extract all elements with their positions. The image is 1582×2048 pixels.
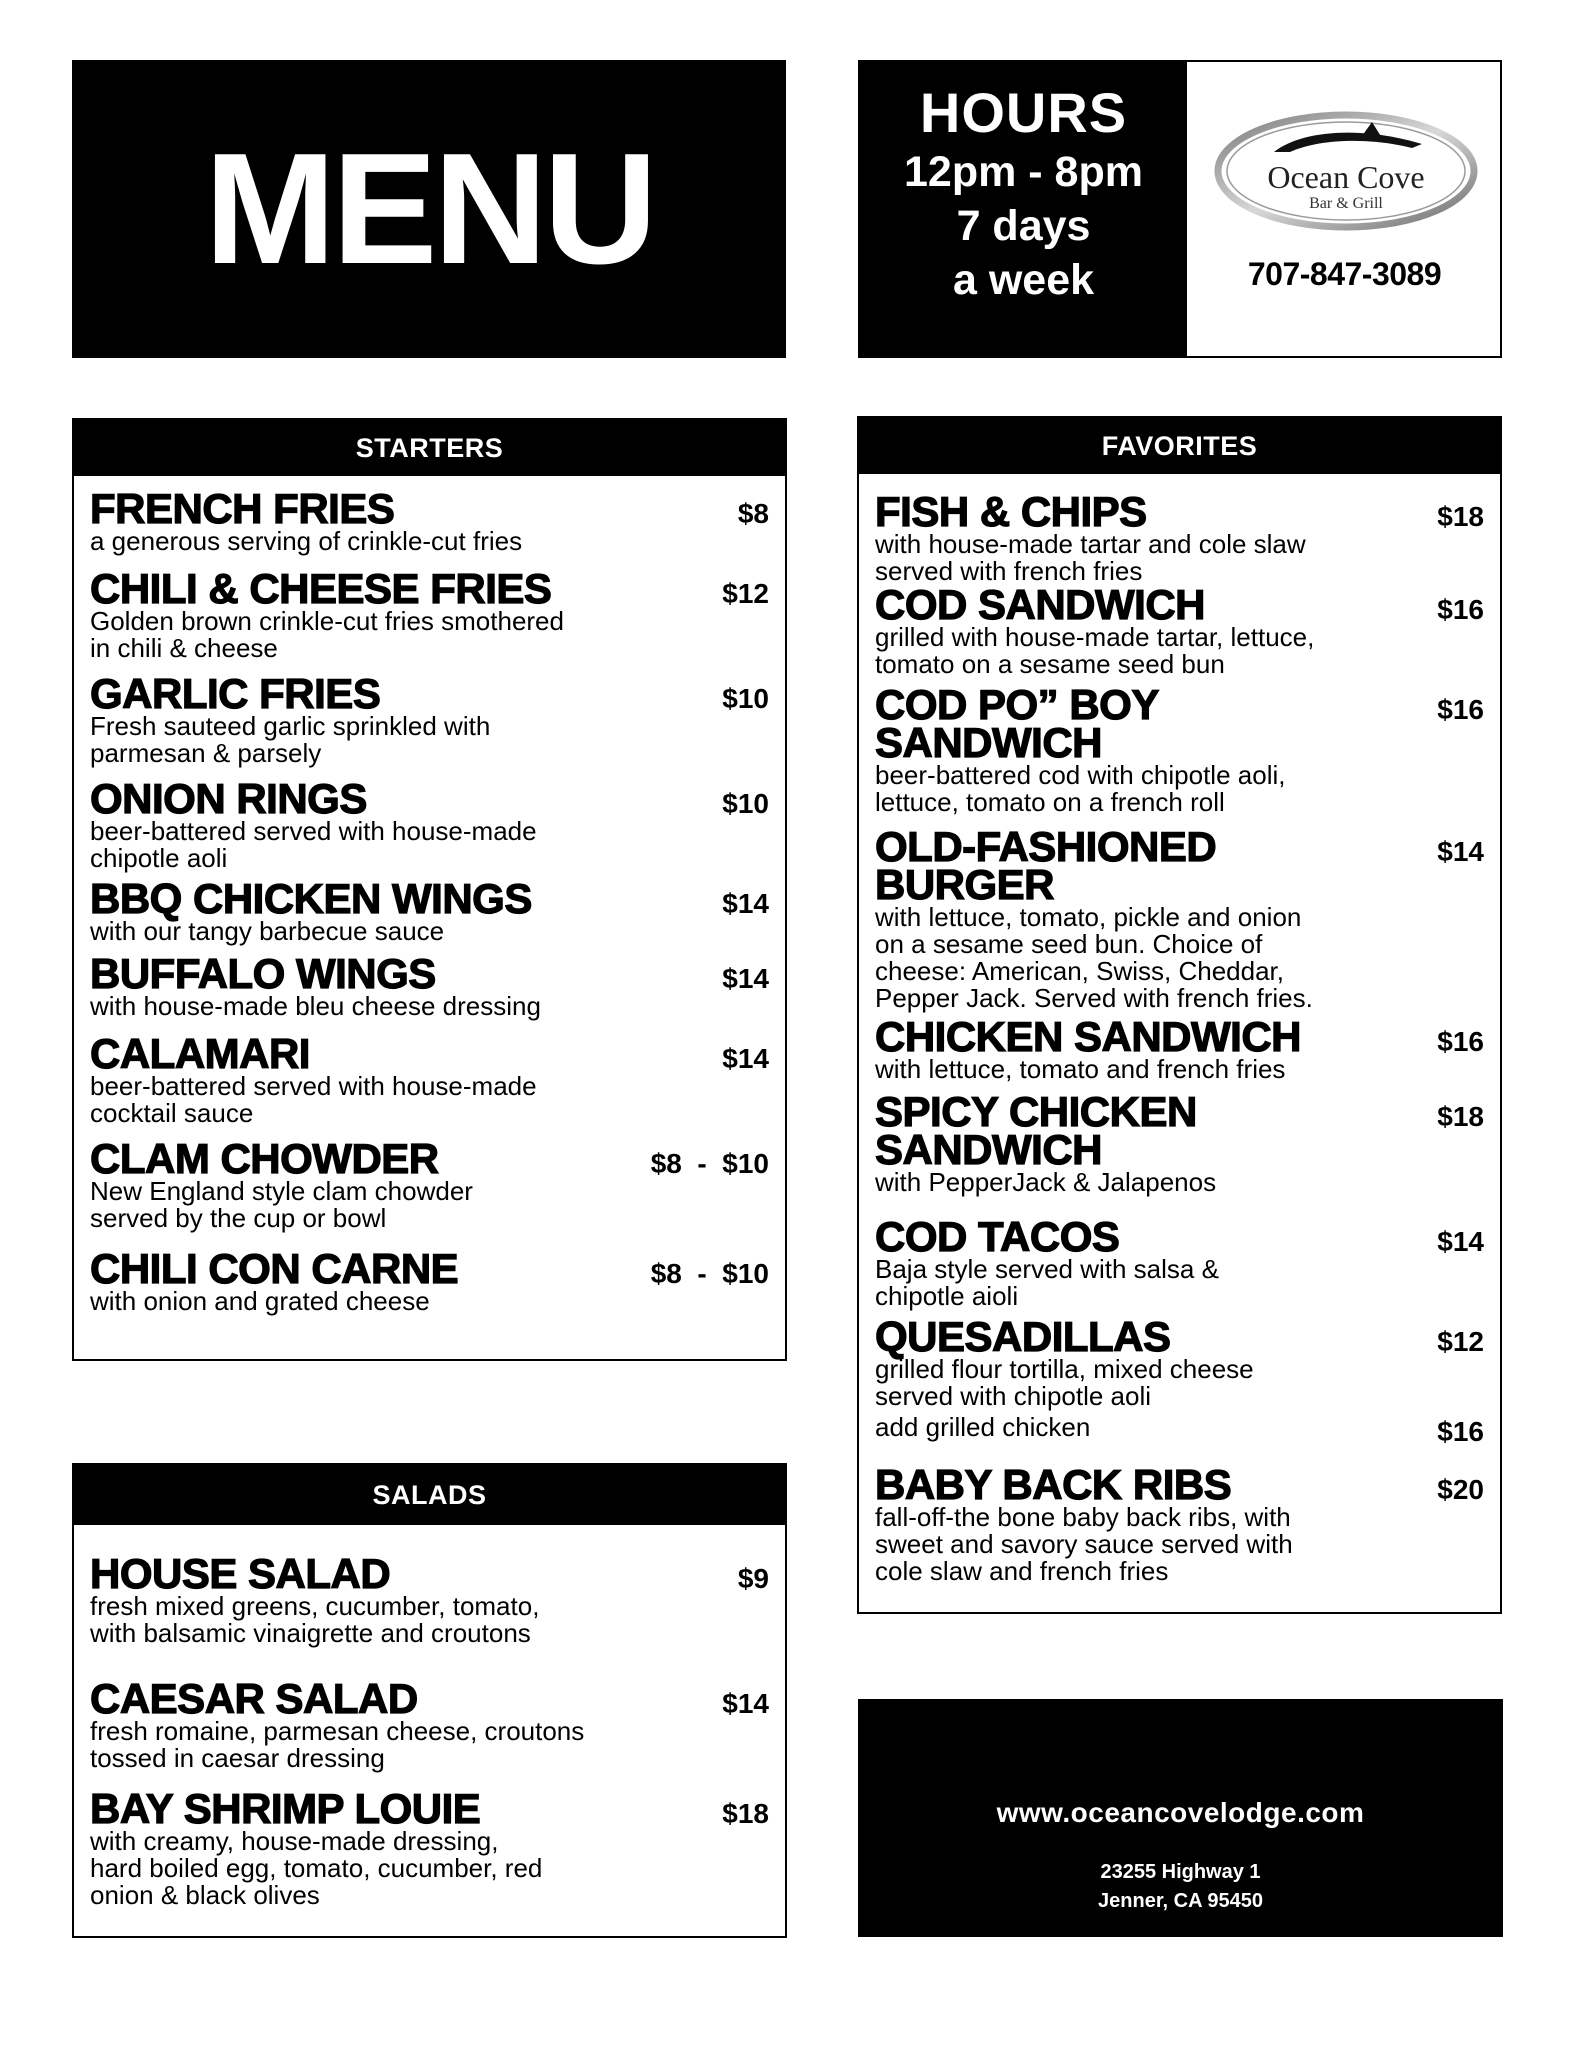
- menu-item-description: Fresh sauteed garlic sprinkled with parmesan & parsely: [90, 711, 491, 768]
- menu-item-description: with house-made tartar and cole slaw served with french fries: [875, 529, 1306, 586]
- menu-item-description: fresh mixed greens, cucumber, tomato, with balsamic vinaigrette and croutons: [90, 1591, 540, 1648]
- logo-sub: Bar & Grill: [1309, 195, 1383, 212]
- menu-item-description: fresh romaine, parmesan cheese, croutons tossed in caesar dressing: [90, 1716, 585, 1773]
- menu-item-price: $18: [1437, 501, 1484, 532]
- menu-item-price: $12: [1437, 1326, 1484, 1357]
- menu-item-price: $16: [1437, 594, 1484, 625]
- menu-item-description: Baja style served with salsa & chipotle aioli: [875, 1254, 1219, 1311]
- menu-item-name: BAY SHRIMP LOUIE: [90, 1785, 481, 1832]
- menu-item-description: grilled flour tortilla, mixed cheese served with chipotle aoli: [875, 1354, 1254, 1411]
- menu-item: [875, 1088, 1484, 1197]
- menu-item-price: $12: [722, 578, 769, 609]
- menu-item-price: $18: [722, 1798, 769, 1829]
- menu-item-name: FISH & CHIPS: [875, 488, 1147, 535]
- menu-item: [875, 1461, 1484, 1586]
- menu-item: [90, 485, 769, 556]
- menu-item: [90, 775, 769, 873]
- menu-item-description: fall-off-the bone baby back ribs, with sweet and savory sauce served with cole slaw and french fries: [875, 1502, 1293, 1586]
- menu-item-name: BUFFALO WINGS: [90, 950, 436, 997]
- hours-panel: [860, 62, 1187, 356]
- menu-item-price: $20: [1437, 1474, 1484, 1505]
- menu-item-price: $9: [737, 1563, 769, 1594]
- menu-item-name: GARLIC FRIES: [90, 670, 381, 717]
- menu-item: [90, 1135, 769, 1233]
- menu-item-name: CHICKEN SANDWICH: [875, 1013, 1301, 1060]
- menu-item-name: ONION RINGS: [90, 775, 367, 822]
- website-link[interactable]: www.oceancovelodge.com: [996, 1797, 1365, 1828]
- starters-heading: STARTERS: [74, 420, 785, 476]
- menu-item-price: $10: [722, 788, 769, 819]
- phone-number: 707-847-3089: [1247, 256, 1442, 292]
- menu-item: [90, 1245, 769, 1316]
- menu-item-name: CLAM CHOWDER: [90, 1135, 439, 1182]
- menu-item-description: beer-battered served with house-made cocktail sauce: [90, 1071, 537, 1128]
- menu-item: [90, 875, 769, 946]
- menu-item-description: a generous serving of crinkle-cut fries: [90, 526, 523, 556]
- menu-item-name: HOUSE SALAD: [90, 1550, 391, 1597]
- logo-name: Ocean Cove: [1267, 159, 1425, 195]
- hours-line: 12pm - 8pm: [904, 148, 1143, 196]
- menu-item-price: $16: [1437, 1416, 1484, 1447]
- menu-item-name: FRENCH FRIES: [90, 485, 395, 532]
- menu-item-price: $18: [1437, 1101, 1484, 1132]
- menu-item: [90, 950, 769, 1021]
- menu-item-description: with house-made bleu cheese dressing: [90, 991, 541, 1021]
- menu-item: [90, 670, 769, 768]
- menu-item-price: $8 - $10: [650, 1148, 769, 1179]
- salads-heading: SALADS: [74, 1465, 785, 1525]
- menu-item-price: $14: [1437, 836, 1484, 867]
- menu-item: [875, 681, 1484, 817]
- footer-block: [858, 1699, 1503, 1937]
- menu-title: MENU: [204, 120, 654, 297]
- menu-item-name: OLD-FASHIONED BURGER: [875, 823, 1217, 908]
- menu-item-description: beer-battered cod with chipotle aoli, lettuce, tomato on a french roll: [875, 760, 1286, 817]
- menu-item-name: SPICY CHICKEN SANDWICH: [875, 1088, 1197, 1173]
- menu-item: [875, 1313, 1484, 1411]
- menu-item-description: with our tangy barbecue sauce: [90, 916, 445, 946]
- menu-item-description: with onion and grated cheese: [90, 1286, 430, 1316]
- menu-item: [90, 1550, 769, 1648]
- menu-title-block: [72, 60, 786, 358]
- address-line-1: 23255 Highway 1: [1100, 1861, 1261, 1883]
- menu-item-description: Golden brown crinkle-cut fries smothered in chili & cheese: [90, 606, 564, 663]
- menu-item-name: CHILI & CHEESE FRIES: [90, 565, 552, 612]
- hours-line: a week: [952, 256, 1095, 304]
- ocean-cove-logo: [1212, 108, 1480, 234]
- menu-item: [875, 488, 1484, 586]
- menu-item-description: New England style clam chowder served by the cup or bowl: [90, 1176, 473, 1233]
- menu-item-name: COD SANDWICH: [875, 581, 1205, 628]
- menu-item-description: with lettuce, tomato, pickle and onion on a sesame seed bun. Choice of cheese: American, Swiss, Cheddar, Pepper Jack. Served with french fries.: [875, 902, 1313, 1013]
- menu-item-description: grilled with house-made tartar, lettuce, tomato on a sesame seed bun: [875, 622, 1315, 679]
- favorites-heading: FAVORITES: [859, 418, 1500, 474]
- menu-item-name: COD PO” BOY SANDWICH: [875, 681, 1159, 766]
- menu-item-description: add grilled chicken: [875, 1412, 1091, 1442]
- menu-item-price: $10: [722, 683, 769, 714]
- salads-panel: [72, 1463, 787, 1938]
- menu-item-name: BABY BACK RIBS: [875, 1461, 1232, 1508]
- menu-item-price: $14: [1437, 1226, 1484, 1257]
- menu-item-price: $14: [722, 1043, 769, 1074]
- menu-item-name: QUESADILLAS: [875, 1313, 1171, 1360]
- menu-item-price: $14: [722, 963, 769, 994]
- menu-item-price: $16: [1437, 694, 1484, 725]
- menu-item: [90, 565, 769, 663]
- menu-item-price: $14: [722, 888, 769, 919]
- menu-item: [90, 1030, 769, 1128]
- menu-item: [875, 581, 1484, 679]
- menu-item-name: CHILI CON CARNE: [90, 1245, 459, 1292]
- menu-item-price: $8 - $10: [650, 1258, 769, 1289]
- hours-contact-block: [858, 60, 1502, 358]
- menu-item-price: $16: [1437, 1026, 1484, 1057]
- menu-item-price: $8: [737, 498, 769, 529]
- menu-item: [90, 1675, 769, 1773]
- menu-item-name: BBQ CHICKEN WINGS: [90, 875, 532, 922]
- starters-panel: [72, 418, 787, 1361]
- menu-item-description: with lettuce, tomato and french fries: [875, 1054, 1286, 1084]
- menu-item: [875, 1408, 1484, 1447]
- hours-heading: HOURS: [919, 81, 1128, 144]
- menu-item-name: CALAMARI: [90, 1030, 310, 1077]
- menu-item-description: with creamy, house-made dressing, hard boiled egg, tomato, cucumber, red onion & black olives: [90, 1826, 543, 1910]
- menu-item: [875, 1213, 1484, 1311]
- menu-item: [875, 823, 1484, 1013]
- menu-item: [875, 1013, 1484, 1084]
- menu-item-name: COD TACOS: [875, 1213, 1120, 1260]
- address-line-2: Jenner, CA 95450: [1098, 1890, 1263, 1912]
- menu-item-price: $14: [722, 1688, 769, 1719]
- menu-item: [90, 1785, 769, 1910]
- hours-line: 7 days: [956, 202, 1091, 250]
- menu-item-name: CAESAR SALAD: [90, 1675, 418, 1722]
- menu-item-description: with PepperJack & Jalapenos: [875, 1167, 1217, 1197]
- menu-item-description: beer-battered served with house-made chipotle aoli: [90, 816, 537, 873]
- favorites-panel: [857, 416, 1502, 1614]
